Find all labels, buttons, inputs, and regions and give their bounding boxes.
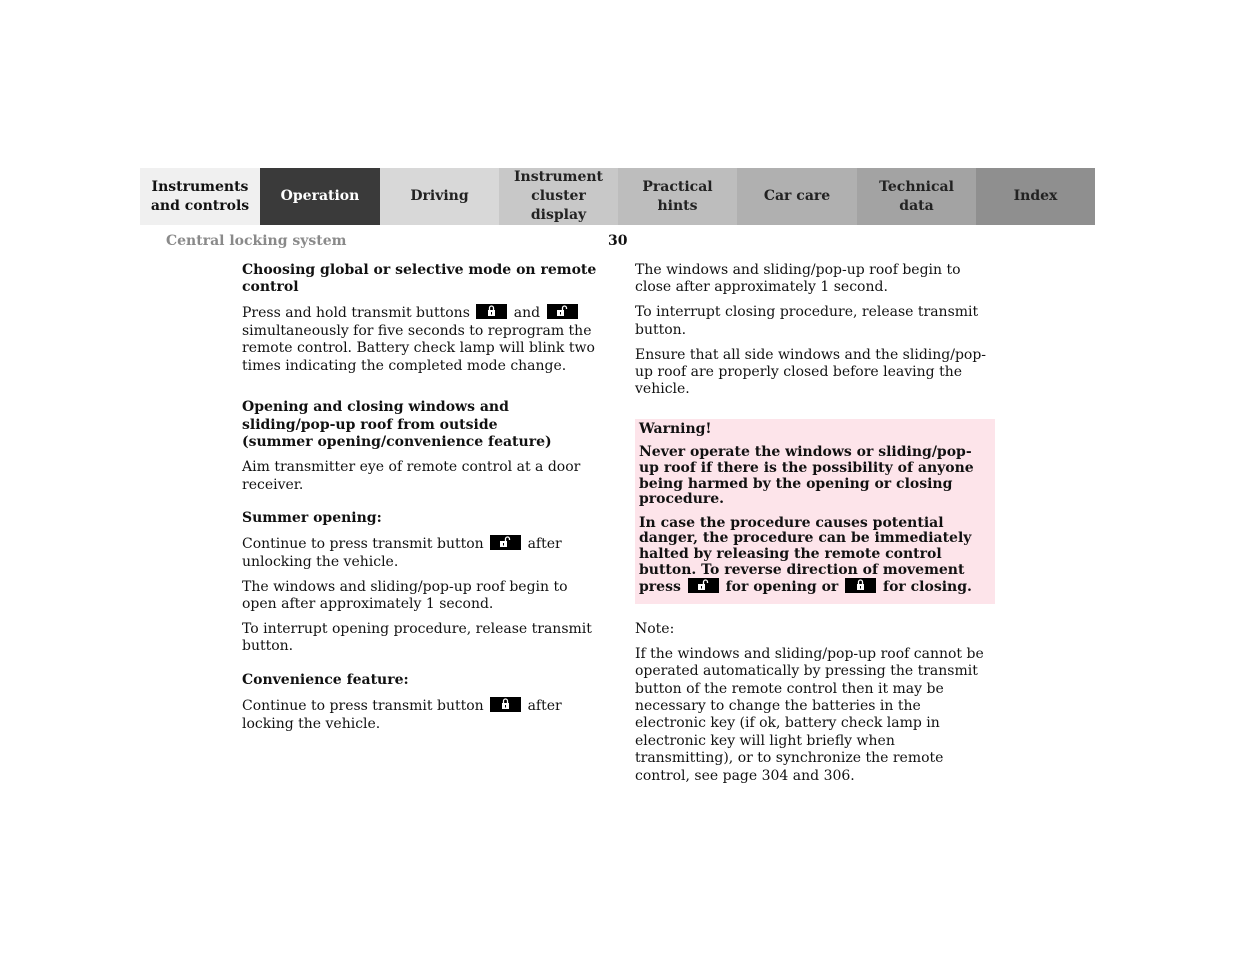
right-column (635, 262, 995, 792)
warning-paragraph-reverse (639, 516, 991, 596)
warning-paragraph: Never operate the windows or sliding/pop-up roof if there is the possibility of anyone being harmed by the opening or closing procedure. (639, 444, 974, 508)
heading-opening-closing-windows (242, 399, 604, 451)
text: for closing. (883, 579, 972, 596)
lock-open-icon (688, 578, 719, 593)
heading-global-selective-mode: Choosing global or selective mode on remote control (242, 262, 597, 296)
tab-label-line2: cluster display (530, 188, 587, 223)
lock-open-icon (547, 304, 578, 319)
text: after unlocking the vehicle. (242, 536, 562, 570)
tab-label-line2: and controls (150, 197, 250, 214)
tab-label-line1: Index (1013, 188, 1058, 204)
tab-practical-hints[interactable] (618, 168, 737, 225)
chapter-navigation (140, 168, 1095, 225)
text: for opening or (725, 579, 839, 596)
text: simultaneously for five seconds to reprogram the remote control. Battery check lamp will blink two times indicating the completed mode change. (242, 322, 595, 374)
text: and (513, 305, 541, 322)
heading-line: Opening and closing windows and (242, 399, 509, 416)
tab-index[interactable] (976, 168, 1095, 225)
paragraph-interrupt-closing: To interrupt closing procedure, release transmit button. (635, 304, 979, 338)
section-title: Central locking system (166, 233, 347, 249)
lock-open-icon (490, 535, 521, 550)
text: In case the procedure causes potential danger, the procedure can be immediately halted by releasing the remote control button. To reverse direction of movement press (639, 514, 972, 596)
paragraph-aim-transmitter: Aim transmitter eye of remote control at a door receiver. (242, 459, 581, 493)
tab-instruments-and-controls[interactable] (140, 168, 260, 225)
warning-box (635, 419, 995, 604)
paragraph-interrupt-opening: To interrupt opening procedure, release transmit button. (242, 621, 592, 655)
tab-label-line1: Driving (410, 188, 469, 204)
tab-operation[interactable] (260, 168, 380, 225)
heading-summer-opening: Summer opening: (242, 510, 382, 527)
tab-label-line2: data (899, 197, 934, 214)
text: Continue to press transmit button (242, 536, 484, 553)
paragraph-reprogram (242, 304, 604, 375)
warning-title: Warning! (639, 420, 712, 437)
text: after locking the vehicle. (242, 698, 562, 732)
text: Continue to press transmit button (242, 698, 484, 715)
left-column (242, 262, 604, 741)
paragraph-convenience-press (242, 697, 604, 733)
lock-closed-icon (490, 697, 521, 712)
note-paragraph: If the windows and sliding/pop-up roof cannot be operated automatically by pressing the transmit button of the remote control then it may be necessary to change the batteries in the electronic key (if ok, battery check lamp in electronic key will light briefly when transmitting), or to synchronize the remote control, see page 304 and 306. (635, 645, 984, 784)
paragraph-begin-close: The windows and sliding/pop-up roof begin to close after approximately 1 second. (635, 262, 961, 296)
lock-closed-icon (476, 304, 507, 319)
heading-convenience-feature: Convenience feature: (242, 672, 409, 689)
tab-technical-data[interactable] (857, 168, 976, 225)
tab-label-line1: Technical (879, 178, 954, 195)
tab-car-care[interactable] (737, 168, 857, 225)
tab-label-line1: Operation (280, 188, 360, 204)
heading-line: (summer opening/convenience feature) (242, 434, 552, 451)
tab-driving[interactable] (380, 168, 499, 225)
tab-instrument-cluster-display[interactable] (499, 168, 618, 225)
tab-label-line1: Practical hints (642, 178, 713, 214)
tab-label-line1: Car care (763, 188, 831, 204)
heading-line: sliding/pop-up roof from outside (242, 416, 498, 433)
lock-closed-icon (845, 578, 876, 593)
note-label: Note: (635, 620, 675, 637)
paragraph-begin-open: The windows and sliding/pop-up roof begin to open after approximately 1 second. (242, 578, 568, 613)
tab-label-line1: Instrument (514, 169, 603, 185)
paragraph-summer-press (242, 535, 604, 571)
tab-label-line1: Instruments (151, 178, 249, 195)
text: Press and hold transmit buttons (242, 305, 470, 322)
paragraph-ensure-closed: Ensure that all side windows and the sliding/pop-up roof are properly closed before leaving the vehicle. (635, 346, 987, 398)
page-number: 30 (608, 233, 628, 249)
